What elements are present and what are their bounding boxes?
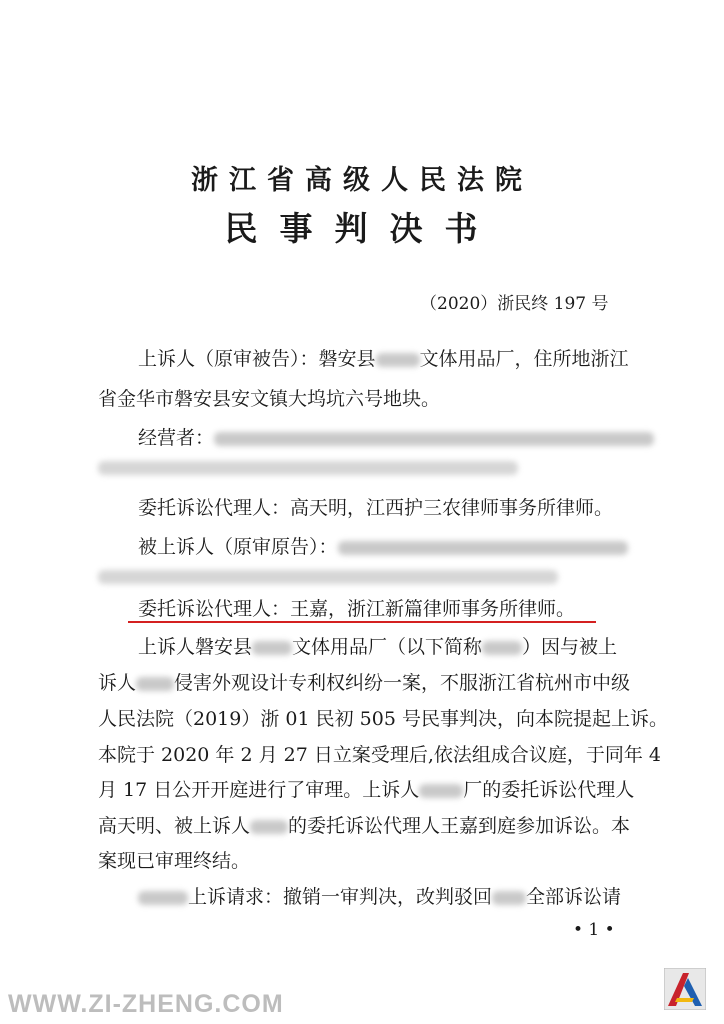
case-number: （2020）浙民终 197 号 [420, 294, 609, 314]
operator-line: 经营者： [138, 424, 698, 452]
redacted [250, 820, 288, 834]
case-paragraph-line-3: 人民法院（2019）浙 01 民初 505 号民事判决，向本院提起上诉。 [98, 708, 668, 730]
appellee-line: 被上诉人（原审原告）： [138, 533, 698, 561]
redacted [419, 784, 463, 798]
operator-address-line [98, 453, 658, 481]
case-paragraph-line-4: 本院于 2020 年 2 月 27 日立案受理后,依法组成合议庭，于同年 4 [98, 744, 662, 766]
redacted-appellee-address [98, 570, 558, 584]
case-paragraph-line-1: 上诉人磐安县 文体用品厂（以下简称 ）因与被上 [138, 636, 618, 658]
appellant-agent-line: 委托诉讼代理人：高天明，江西护三农律师事务所律师。 [138, 497, 614, 519]
redacted [138, 891, 188, 905]
appellant-line-1: 上诉人（原审被告）：磐安县 文体用品厂，住所地浙江 [138, 348, 629, 370]
page-number: • 1 • [573, 920, 615, 940]
redacted [252, 641, 292, 655]
redacted [482, 641, 522, 655]
case-paragraph-line-2: 诉人 侵害外观设计专利权纠纷一案，不服浙江省杭州市中级 [98, 672, 631, 694]
case-paragraph-line-7: 案现已审理终结。 [98, 850, 251, 872]
case-paragraph-line-6: 高天明、被上诉人 的委托诉讼代理人王嘉到庭参加诉讼。本 [98, 815, 631, 837]
appeal-request-line: 上诉请求：撤销一审判决，改判驳回 全部诉讼请 [138, 883, 698, 911]
appellee-address-line [98, 562, 658, 590]
red-underline-highlight [128, 621, 596, 623]
case-paragraph-line-5: 月 17 日公开开庭进行了审理。上诉人 厂的委托诉讼代理人 [98, 779, 635, 801]
redacted [492, 891, 526, 905]
redacted-appellee-info [338, 541, 628, 555]
redacted [136, 677, 174, 691]
court-name: 浙江省高级人民法院 [191, 165, 533, 196]
appellee-agent-line: 委托诉讼代理人：王嘉，浙江新篇律师事务所律师。 [138, 598, 576, 620]
document-type-title: 民事判决书 [224, 209, 500, 248]
redacted-name [376, 353, 420, 367]
appellant-line-2: 省金华市磐安县安文镇大坞坑六号地块。 [98, 388, 441, 410]
site-watermark: WWW.ZI-ZHENG.COM [8, 990, 284, 1018]
site-logo-icon [664, 968, 706, 1010]
redacted-operator-info [214, 432, 654, 446]
redacted-address [98, 461, 518, 475]
